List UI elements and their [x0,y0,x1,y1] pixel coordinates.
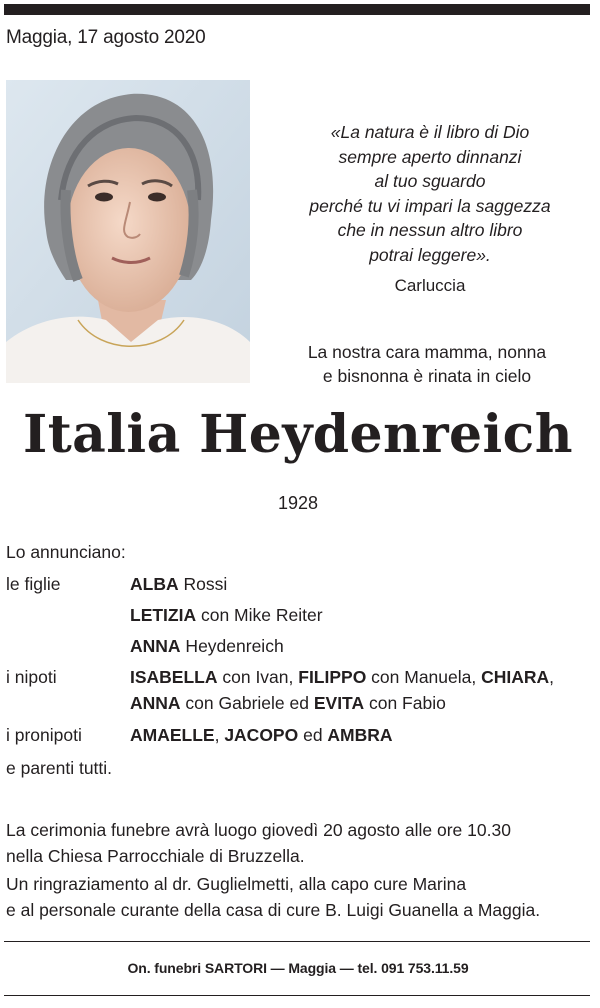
family-member-name: ANNA [130,636,181,656]
family-members [130,664,580,716]
ceremony-notice [6,817,594,869]
family-member-text: con Mike Reiter [196,605,323,625]
family-member-line [130,571,580,597]
family-member-text: con Gabriele ed [180,693,314,713]
footer-rule-bottom [4,995,590,996]
family-member-name: CHIARA [481,667,550,687]
quote-line: «La natura è il libro di Dio [330,122,530,142]
ceremony-line: La cerimonia funebre avrà luogo giovedì 20 agosto alle ore 10.30 [6,820,511,840]
family-member-line [130,602,580,628]
family-member-line [130,690,580,716]
family-member-name: EVITA [313,693,365,713]
family-member-text: con Ivan, [217,667,299,687]
family-member-text: , [549,667,555,687]
family-role: i nipoti [6,667,57,687]
ceremony-line: nella Chiesa Parrocchiale di Bruzzella. [6,846,305,866]
family-role: i pronipoti [6,725,82,745]
family-role: le figlie [6,574,61,594]
family-member-name: LETIZIA [130,605,197,625]
family-member-line [130,664,580,690]
quote-line: che in nessun altro libro [337,220,523,240]
family-member-text: con Fabio [364,693,446,713]
family-members [130,571,580,664]
quote-line: al tuo sguardo [374,171,486,191]
quote-line: potrai leggere». [369,244,491,265]
family-member-text: , [214,725,225,745]
thanks-notice [6,871,594,923]
family-member-text: Rossi [178,574,228,594]
family-member-name: ALBA [130,574,179,594]
quote-author: Carluccia [394,276,466,295]
place-date: Maggia, 17 agosto 2020 [6,27,206,48]
intro-line: La nostra cara mamma, nonna [307,342,547,362]
portrait-photo [6,80,250,383]
family-closing-text: e parenti tutti. [6,758,113,778]
thanks-line: e al personale curante della casa di cure B. Luigi Guanella a Maggia. [6,900,541,920]
intro-text [278,340,576,388]
deceased-name: Italia Heydenreich [23,404,573,465]
epitaph-quote [282,120,578,267]
family-member-name: ANNA [130,693,181,713]
family-member-name: AMBRA [327,725,393,745]
family-member-text: ed [298,725,328,745]
family-member-line [130,722,580,748]
top-rule [4,4,590,15]
intro-line: e bisnonna è rinata in cielo [322,366,532,386]
quote-line: sempre aperto dinnanzi [338,146,522,167]
footer-rule-top [4,941,590,942]
family-member-name: FILIPPO [298,667,367,687]
family-member-name: AMAELLE [130,725,215,745]
family-member-text: Heydenreich [180,636,284,656]
birth-year: 1928 [277,493,319,513]
family-member-line [130,633,580,659]
funeral-home-footer: On. funebri SARTORI — Maggia — tel. 091 753.11.59 [127,960,469,976]
family-member-name: JACOPO [224,725,299,745]
family-members [130,722,580,748]
portrait-illustration [6,80,250,383]
announcement-title: Lo annunciano: [6,542,126,562]
family-member-text: con Manuela, [366,667,482,687]
thanks-line: Un ringraziamento al dr. Guglielmetti, alla capo cure Marina [6,874,467,894]
quote-line: perché tu vi impari la saggezza [309,195,551,216]
family-member-name: ISABELLA [130,667,218,687]
